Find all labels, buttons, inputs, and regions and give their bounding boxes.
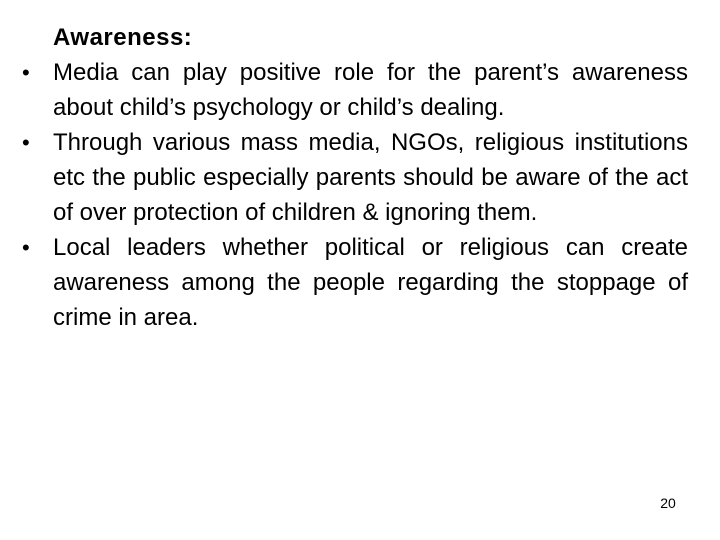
bullet-text: Through various mass media, NGOs, religious institutions etc the public especially parents should be aware of the act of over protection of children & ignoring them. <box>53 129 688 226</box>
bullet-icon: • <box>22 235 30 260</box>
bullet-icon: • <box>22 60 30 85</box>
bullet-text: Local leaders whether political or religious can create awareness among the people regarding the stoppage of crime in area. <box>53 234 688 331</box>
slide-heading: Awareness: <box>53 24 193 51</box>
bullet-item-local-leaders <box>22 230 688 335</box>
bullet-list <box>22 55 688 335</box>
page-number: 20 <box>660 495 676 511</box>
bullet-text: Media can play positive role for the parent’s awareness about child’s psychology or child’s dealing. <box>53 59 688 121</box>
bullet-item-mass-media <box>22 125 688 230</box>
bullet-icon: • <box>22 130 30 155</box>
slide-content <box>22 20 688 335</box>
bullet-item-media <box>22 55 688 125</box>
